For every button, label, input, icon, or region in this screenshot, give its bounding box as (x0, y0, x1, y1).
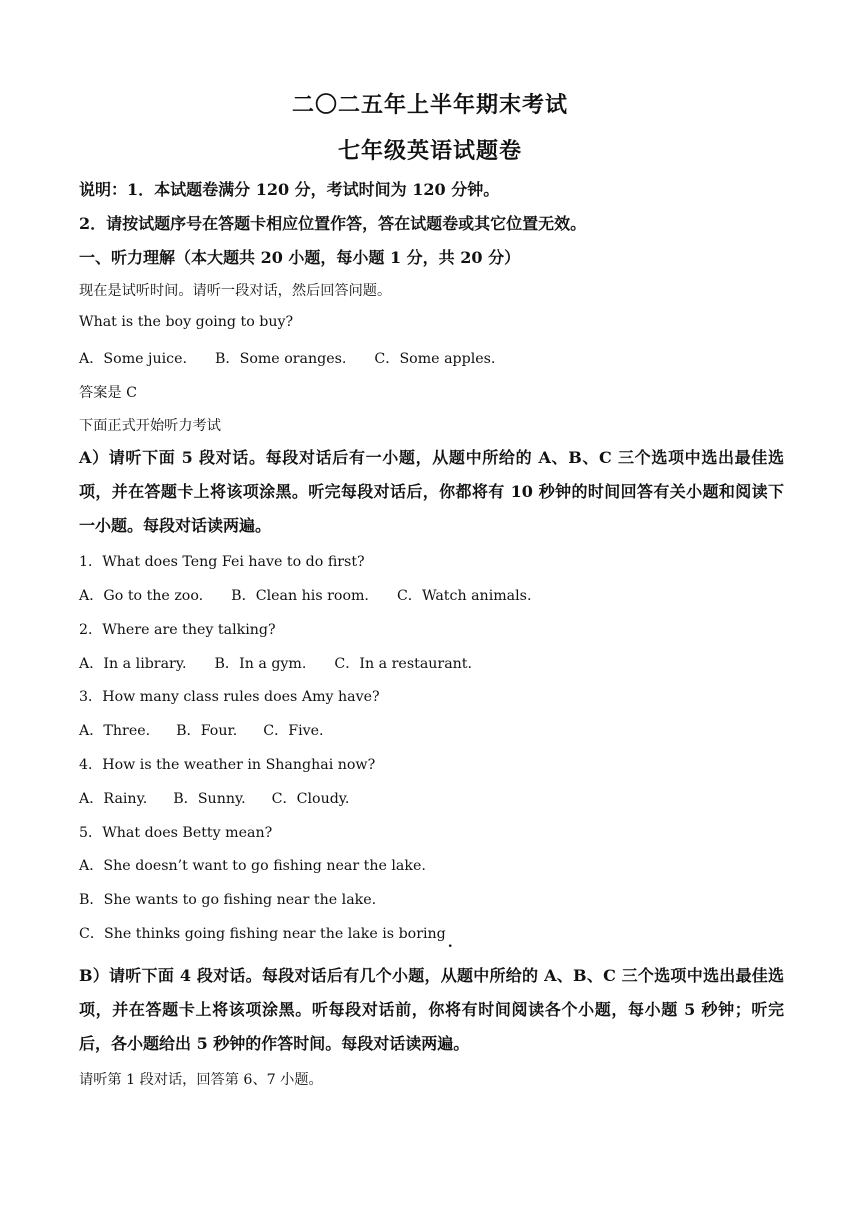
question-4: 4．How is the weather in Shanghai now? (79, 757, 376, 773)
question-3-options (79, 720, 324, 740)
trial-options (79, 348, 495, 368)
trial-question: What is the boy going to buy? (79, 314, 294, 330)
option-a: A．Three. (79, 723, 151, 739)
question-5-option-a: A．She doesn’t want to go fishing near the lake. (79, 858, 426, 874)
exam-start-note: 下面正式开始听力考试 (79, 418, 221, 434)
option-c: C．Watch animals. (396, 588, 532, 604)
option-b: B．Four. (176, 723, 238, 739)
question-2: 2．Where are they talking? (79, 622, 276, 638)
question-3: 3．How many class rules does Amy have? (79, 689, 380, 705)
option-b: B．In a gym. (214, 656, 307, 672)
option-b: B．Sunny. (173, 791, 246, 807)
question-2-options (79, 653, 472, 673)
question-4-options (79, 788, 349, 808)
instruction-note-2: 2．请按试题序号在答题卡相应位置作答，答在试题卷或其它位置无效。 (79, 214, 587, 233)
part-b-dialogue-1-note: 请听第 1 段对话，回答第 6、7 小题。 (79, 1072, 323, 1088)
part-b-instruction: B）请听下面 4 段对话。每段对话后有几个小题，从题中所给的 A、B、C 三个选项中选出最佳选项，并在答题卡上将该项涂黑。听每段对话前，你将有时间阅读各个小题，每小题 5 秒钟；听完后，各小题给出 5 秒钟的作答时间。每段对话读两遍。 (79, 966, 784, 1053)
section-heading-listening: 一、听力理解（本大题共 20 小题，每小题 1 分，共 20 分） (79, 248, 521, 267)
option-a: A．Rainy. (79, 791, 148, 807)
option-c: C．In a restaurant. (334, 656, 472, 672)
option-c: C．Some apples. (374, 351, 496, 367)
instruction-note-1: 说明：1．本试题卷满分 120 分，考试时间为 120 分钟。 (79, 180, 500, 199)
trial-intro: 现在是试听时间。请听一段对话，然后回答问题。 (79, 283, 392, 299)
question-5-option-b: B．She wants to go fishing near the lake. (79, 892, 377, 908)
option-a: A．Some juice. (79, 351, 187, 367)
question-1: 1．What does Teng Fei have to do first? (79, 554, 365, 570)
question-5-option-c (79, 923, 453, 951)
exam-subtitle: 七年级英语试题卷 (337, 138, 522, 164)
exam-title: 二〇二五年上半年期末考试 (291, 92, 568, 118)
question-1-options (79, 585, 531, 605)
option-c: C．Five. (263, 723, 324, 739)
option-c-text: C．She thinks going fishing near the lake is boring (79, 926, 446, 942)
option-a: A．Go to the zoo. (79, 588, 204, 604)
question-5: 5．What does Betty mean? (79, 825, 273, 841)
option-b: B．Some oranges. (214, 351, 347, 367)
option-a: A．In a library. (79, 656, 187, 672)
option-b: B．Clean his room. (231, 588, 369, 604)
option-c: C．Cloudy. (271, 791, 350, 807)
trial-answer: 答案是 C (79, 385, 137, 401)
part-a-instruction: A）请听下面 5 段对话。每段对话后有一小题，从题中所给的 A、B、C 三个选项中选出最佳选项，并在答题卡上将该项涂黑。听完每段对话后，你都将有 10 秒钟的时间回答有关小题和阅读下一小题。每段对话读两遍。 (79, 448, 784, 535)
trailing-dot: . (447, 935, 453, 951)
